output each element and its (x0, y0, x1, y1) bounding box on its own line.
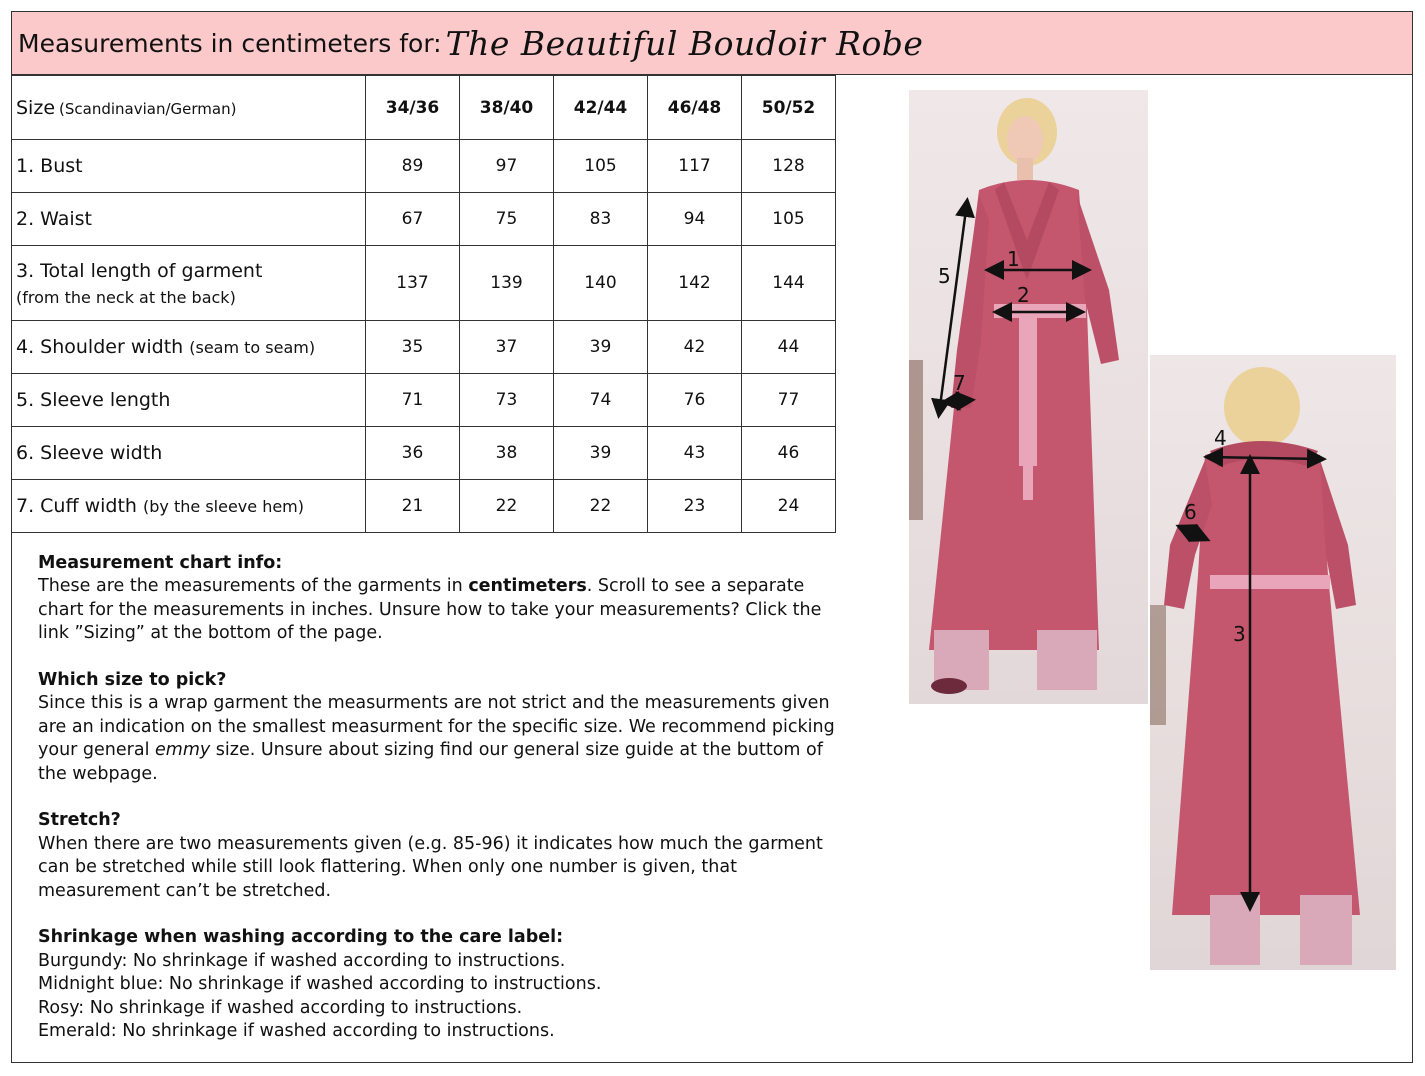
table-cell: 24 (742, 480, 836, 533)
shrinkage-block (38, 926, 918, 1043)
table-cell: 105 (554, 140, 648, 193)
row-label (12, 427, 366, 480)
back-robe-illustration (1150, 355, 1396, 970)
chart-info-line: chart for the measurements in inches. Unsure how to take your measurements? Click the (38, 599, 822, 620)
row-label-note: (from the neck at the back) (16, 287, 236, 307)
table-cell: 94 (648, 193, 742, 246)
which-size-line: are an indication on the smallest measurment for the specific size. We recommend picking (38, 716, 835, 737)
size-system-label: (Scandinavian/German) (59, 99, 237, 118)
row-label-text: 4. Shoulder width (16, 336, 184, 358)
table-cell: 128 (742, 140, 836, 193)
table-cell: 37 (460, 321, 554, 374)
table-cell: 71 (366, 374, 460, 427)
sleeve-width-marker-label: 6 (1184, 500, 1197, 524)
table-row (12, 480, 836, 533)
table-cell: 36 (366, 427, 460, 480)
table-cell: 39 (554, 427, 648, 480)
header-prefix: Measurements in centimeters for: (18, 28, 442, 58)
bust-marker-label: 1 (1007, 247, 1020, 271)
table-cell: 140 (554, 246, 648, 321)
table-cell: 76 (648, 374, 742, 427)
table-cell: 43 (648, 427, 742, 480)
row-label-text: 5. Sleeve length (16, 389, 171, 411)
row-label-note: (seam to seam) (189, 338, 316, 357)
table-cell: 74 (554, 374, 648, 427)
measurement-table (11, 75, 836, 533)
table-cell: 22 (554, 480, 648, 533)
row-label-note: (by the sleeve hem) (143, 497, 305, 516)
shrinkage-line: Burgundy: No shrinkage if washed according to instructions. (38, 950, 566, 971)
table-row (12, 374, 836, 427)
table-cell: 139 (460, 246, 554, 321)
table-cell: 73 (460, 374, 554, 427)
chart-info-heading: Measurement chart info: (38, 553, 283, 573)
stretch-line: When there are two measurements given (e.g. 85-96) it indicates how much the garment (38, 833, 823, 854)
row-label (12, 321, 366, 374)
row-label (12, 374, 366, 427)
row-label-text: 3. Total length of garment (16, 259, 263, 282)
table-cell: 117 (648, 140, 742, 193)
front-robe-photo (909, 90, 1148, 704)
row-label (12, 193, 366, 246)
back-robe-photo (1150, 355, 1396, 970)
table-cell: 144 (742, 246, 836, 321)
stretch-line: measurement can’t be stretched. (38, 880, 332, 901)
size-column-header: 34/36 (366, 76, 460, 140)
stretch-heading: Stretch? (38, 810, 121, 831)
table-row (12, 321, 836, 374)
table-cell: 35 (366, 321, 460, 374)
stretch-block (38, 809, 918, 903)
table-row (12, 427, 836, 480)
row-label-text: 7. Cuff width (16, 495, 137, 517)
table-cell: 105 (742, 193, 836, 246)
size-column-header: 38/40 (460, 76, 554, 140)
which-size-line: your general emmy size. Unsure about sizing find our general size guide at the buttom of (38, 740, 823, 761)
which-size-heading: Which size to pick? (38, 670, 227, 691)
table-cell: 142 (648, 246, 742, 321)
shrinkage-line: Midnight blue: No shrinkage if washed according to instructions. (38, 974, 602, 995)
shoulder-width-marker-label: 4 (1214, 426, 1227, 450)
table-cell: 42 (648, 321, 742, 374)
chart-info-line: link ”Sizing” at the bottom of the page. (38, 623, 383, 644)
table-row (12, 140, 836, 193)
row-label (12, 246, 366, 321)
table-cell: 39 (554, 321, 648, 374)
table-cell: 46 (742, 427, 836, 480)
table-cell: 67 (366, 193, 460, 246)
which-size-block (38, 669, 918, 786)
table-cell: 44 (742, 321, 836, 374)
table-cell: 89 (366, 140, 460, 193)
waist-marker-label: 2 (1017, 283, 1030, 307)
row-label-text: 2. Waist (16, 208, 93, 230)
table-cell: 83 (554, 193, 648, 246)
size-label: Size (16, 96, 56, 119)
shrinkage-heading: Shrinkage when washing according to the care label: (38, 927, 564, 948)
table-cell: 22 (460, 480, 554, 533)
table-row (12, 193, 836, 246)
table-cell: 38 (460, 427, 554, 480)
table-cell: 97 (460, 140, 554, 193)
table-cell: 137 (366, 246, 460, 321)
table-cell: 21 (366, 480, 460, 533)
row-label-text: 6. Sleeve width (16, 442, 163, 464)
table-cell: 23 (648, 480, 742, 533)
product-name: The Beautiful Boudoir Robe (445, 23, 924, 63)
shrinkage-line: Emerald: No shrinkage if washed according to instructions. (38, 1021, 555, 1042)
page-header (11, 11, 1413, 75)
total-length-marker-label: 3 (1233, 622, 1246, 646)
table-header-row (12, 76, 836, 140)
row-label (12, 140, 366, 193)
table-cell: 75 (460, 193, 554, 246)
size-column-header: 46/48 (648, 76, 742, 140)
which-size-line: Since this is a wrap garment the measurments are not strict and the measurements given (38, 693, 830, 714)
chart-info-block (38, 552, 918, 646)
table-row (12, 246, 836, 321)
size-column-header: 42/44 (554, 76, 648, 140)
row-label-text: 1. Bust (16, 155, 83, 177)
size-column-header: 50/52 (742, 76, 836, 140)
which-size-line: the webpage. (38, 763, 158, 784)
row-label (12, 480, 366, 533)
front-robe-illustration (909, 90, 1148, 704)
size-header-cell (12, 76, 366, 140)
table-cell: 77 (742, 374, 836, 427)
shrinkage-line: Rosy: No shrinkage if washed according to instructions. (38, 997, 523, 1018)
sleeve-length-marker-label: 5 (938, 264, 951, 288)
stretch-line: can be stretched while still look flattering. When only one number is given, that (38, 857, 737, 878)
chart-info-line: These are the measurements of the garments in centimeters. Scroll to see a separate (38, 576, 805, 597)
info-section (38, 552, 918, 1043)
cuff-width-marker-label: 7 (953, 371, 966, 395)
